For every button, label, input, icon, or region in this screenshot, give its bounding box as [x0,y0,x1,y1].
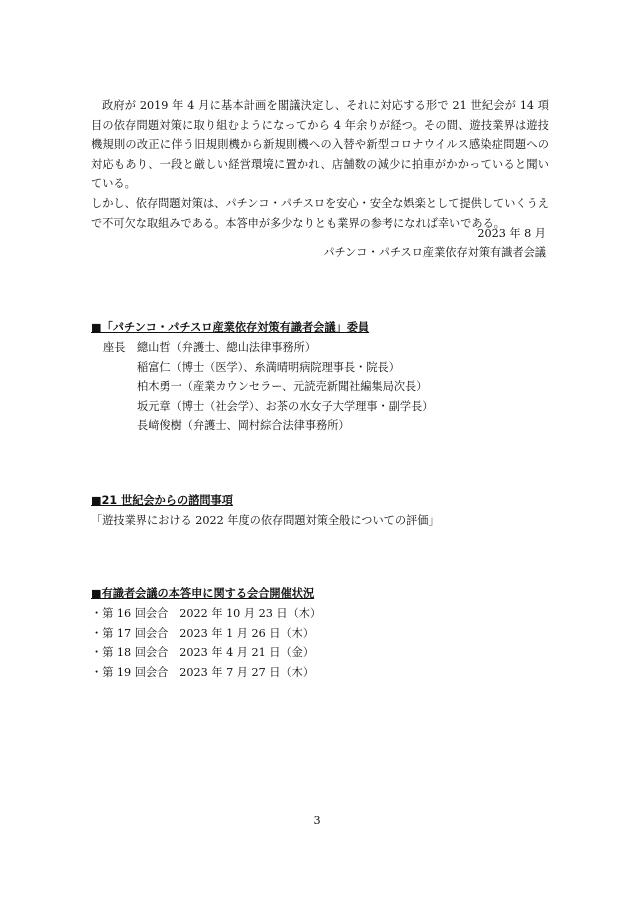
inquiry-heading: ■21 世紀会からの諮問事項 [91,494,233,507]
member-name: 總山哲（弁護士、總山法律事務所） [137,341,317,354]
meeting-item [91,624,321,644]
meeting-item [91,643,321,663]
meeting-date: 2023 年 4 月 21 日（金） [179,646,315,660]
member-name: 柏木勇一（産業カウンセラー、元読売新聞社編集局次長） [137,380,428,394]
issue-date: 2023 年 8 月 [477,227,546,240]
meeting-name: ・第 17 回会合 [91,626,169,640]
member-role: 座長 [103,341,126,354]
member-role [103,416,137,436]
meetings-heading: ■有識者会議の本答申に関する会合開催状況 [91,587,315,600]
member-name: 稲富仁（博士（医学）、糸満晴明病院理事長・院長） [137,360,400,374]
intro-paragraph-1: 政府が 2019 年 4 月に基本計画を閣議決定し、それに対応する形で 21 世紀会が 14 項目の依存問題対策に取り組むようになってから 4 年余りが経つ。その間、遊技業界は遊技機規則の改正に伴う旧規則機から新規則機への入替や新型コロナウイルス感染症問題への対応もあり、一段と厳しい経営環境に置かれ、店舗数の減少に拍車がかかっていると聞いている。 [91,99,549,191]
member-row [103,377,433,397]
members-heading: ■「パチンコ・パチスロ産業依存対策有識者会議」委員 [91,321,370,334]
member-row [103,338,433,358]
member-role [103,358,137,378]
intro-paragraph-2: しかし、依存問題対策は、パチンコ・パチスロを安心・安全な娯楽として提供していくうえで不可欠な取組みである。本答申が多少なりとも業界の参考になれば幸いである。 [91,196,549,230]
member-name: 長﨑俊樹（弁護士、岡村綜合法律事務所） [137,419,350,433]
members-list [103,338,433,436]
member-name: 坂元章（博士（社会学）、お茶の水女子大学理事・副学長） [137,399,434,413]
meeting-item [91,604,321,624]
member-row [103,358,433,378]
meetings-list [91,604,321,682]
member-role [103,377,137,397]
meeting-item [91,663,321,683]
intro-text [91,96,549,233]
meeting-date: 2023 年 7 月 27 日（木） [179,665,315,679]
member-role [103,397,137,417]
signature: パチンコ・パチスロ産業依存対策有識者会議 [323,246,546,259]
inquiry-text: 「遊技業界における 2022 年度の依存問題対策全般についての評価」 [91,514,440,527]
meeting-name: ・第 16 回会合 [91,607,169,620]
meeting-name: ・第 19 回会合 [91,665,169,679]
meeting-name: ・第 18 回会合 [91,646,169,660]
member-row [103,416,433,436]
meeting-date: 2022 年 10 月 23 日（木） [179,607,322,620]
meeting-date: 2023 年 1 月 26 日（木） [179,626,315,640]
page-number: 3 [313,814,321,827]
member-row [103,397,433,417]
